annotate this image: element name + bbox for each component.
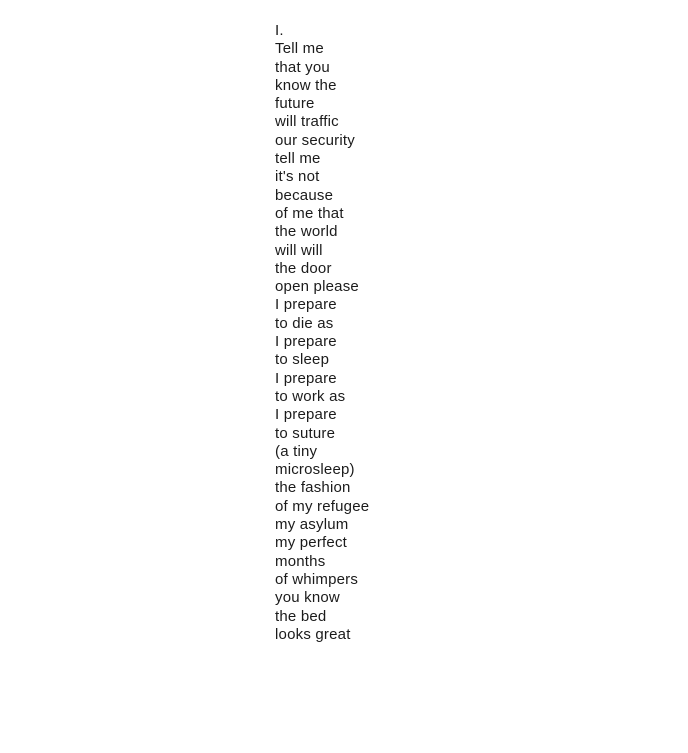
poem-line: will traffic — [275, 113, 339, 131]
poem-line: because — [275, 186, 334, 204]
poem-section-number: I. — [275, 22, 284, 39]
poem-line: I prepare — [275, 406, 337, 424]
poem-line: to sleep — [275, 351, 330, 369]
poem-line: microsleep) — [275, 461, 355, 479]
poem-line: that you — [275, 58, 330, 76]
poem-line: our security — [275, 131, 355, 149]
poem-lines — [275, 40, 369, 644]
poem-line: future — [275, 95, 315, 113]
poem-line: to suture — [275, 424, 336, 442]
poem-line: (a tiny — [275, 442, 318, 460]
poem-line: I prepare — [275, 296, 337, 314]
poem-line: my perfect — [275, 534, 348, 552]
poem-line: you know — [275, 589, 340, 607]
poem-line: the bed — [275, 607, 327, 625]
poem-line: will will — [275, 241, 323, 259]
poem-line: to die as — [275, 314, 334, 332]
poem-line: Tell me — [275, 40, 324, 58]
poem-line: I prepare — [275, 369, 337, 387]
poem-line: of whimpers — [275, 570, 359, 588]
poem-line: the door — [275, 259, 332, 277]
poem-line: tell me — [275, 150, 321, 168]
poem-line: of me that — [275, 204, 344, 222]
poem-line: the fashion — [275, 479, 351, 497]
poem-line: open please — [275, 278, 359, 296]
poem-line: my asylum — [275, 516, 349, 534]
poem-line: the world — [275, 223, 338, 241]
poem-line: of my refugee — [275, 497, 370, 515]
poem-line: it's not — [275, 168, 320, 186]
poem-text-block — [275, 22, 369, 644]
poem-line: know the — [275, 76, 337, 94]
poem-line: to work as — [275, 387, 346, 405]
poem-line: months — [275, 552, 326, 570]
poem-line: looks great — [275, 625, 351, 643]
poem-line: I prepare — [275, 333, 337, 351]
